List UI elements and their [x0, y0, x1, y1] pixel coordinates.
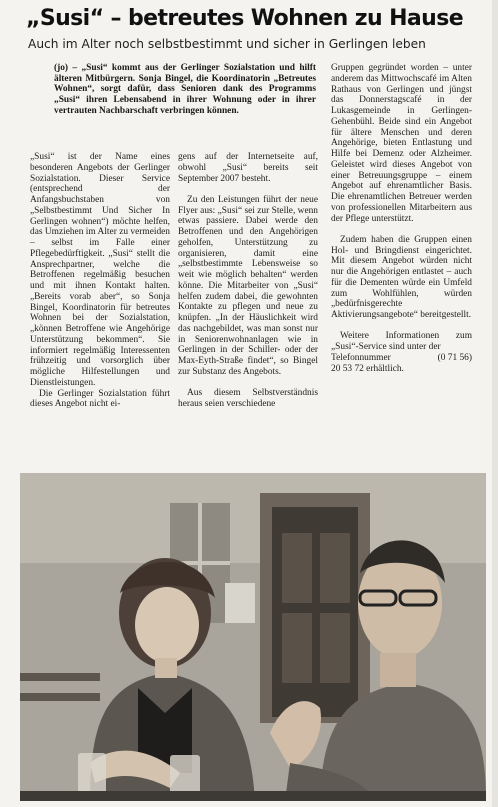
photo-glass — [78, 753, 106, 797]
paragraph: Zudem haben die Gruppen einen Hol- und Bringdienst eingerichtet. Mit diesem Angebot würden nicht nur die Angehörigen entlastet – auch für die Dementen würde ein Umfeld zum Wohlfühlen, würden „bedürfnisgerechte Aktivierungsangebote“ bereitgestellt. — [331, 234, 472, 320]
paragraph: gens auf der Internetseite auf, obwohl „Susi“ bereits seit September 2007 besteht. — [178, 152, 318, 184]
paragraph: Die Gerlinger Sozialstation führt dieses Angebot nicht ei- — [30, 388, 170, 410]
paragraph: Zu den Leistungen führt der neue Flyer aus: „Susi“ sei zur Stelle, wenn etwas passiere. Dabei werde den Betroffenen und den Angehörigen geholfen, Unterstützung zu organisieren, damit eine „selbstbestimmte Lebensweise so weit wie möglich behalten“ werden könne. Die Mitarbeiter von „Susi“ helfen zudem dabei, die gewohnten Kontakte zu pflegen und neue zu knüpfen. „In der Häuslichkeit wird das nachgebildet, was man sonst nur in Seniorenwohnanlagen wie in Gerlingen in der Schiller- oder der Max-Eyth-Straße findet“, so Bingel zur Substanz des Angebots. — [178, 194, 318, 377]
article-subheadline: Auch im Alter noch selbstbestimmt und sicher in Gerlingen leben — [28, 37, 426, 51]
article-column-2 — [178, 152, 318, 410]
article-column-1 — [30, 152, 170, 410]
photo-illustration — [20, 473, 486, 801]
phone-number: (0 71 56) — [437, 352, 472, 363]
phone-line — [331, 353, 472, 364]
phone-label: Telefonnummer — [331, 352, 391, 363]
paragraph: Aus diesem Selbstverständnis heraus seien verschiedene — [178, 388, 318, 409]
photo-glass — [170, 755, 200, 797]
paragraph: „Susi“ ist der Name eines besonderen Angebots der Gerlinger Sozialstation. Dieser Service (entsprechend der Anfangsbuchstaben von „Selbstbestimmt Und Sicher In Gerlingen wohnen“) möchte helfen, das Umziehen im Alter zu vermeiden – selbst im Falle einer Pflegebedürftigkeit. „Susi“ stellt die Ansprechpartner, welche die Betroffenen regelmäßig besuchen und mit ihnen Kontakt halten. „Bereits vorab aber“, so Sonja Bingel, Koordinatorin für betreutes Wohnen bei der Sozialstation, „können Betroffene wie Angehörige Unterstützung bekommen“. Sie informiert regelmäßig Interessenten frühzeitig und vorsorglich über mögliche Hilfestellungen und Dienstleistungen. — [30, 152, 170, 388]
article-lead: (jo) – „Susi“ kommt aus der Gerlinger Sozialstation und hilft älteren Mitbürgern. Sonja Bingel, die Koordinatorin „Betreutes Wohnen“, sorgt dafür, dass Senioren dank des Programms „Susi“ ihren Lebensabend in ihrer Wohnung oder in ihrer vertrauten Nachbarschaft verbringen können. — [54, 63, 316, 116]
article-headline: „Susi“ – betreutes Wohnen zu Hause — [26, 6, 464, 31]
page-edge — [492, 0, 498, 807]
photo-table — [20, 791, 486, 801]
phone-line-end: 20 53 72 erhältlich. — [331, 363, 404, 374]
article-column-3 — [331, 63, 472, 374]
article-photo — [20, 473, 486, 801]
paragraph: Weitere Informationen zum „Susi“-Service sind unter der — [331, 331, 472, 352]
paragraph: Gruppen gegründet worden – unter anderem das Mittwochscafé im Alten Rathaus von Gerlingen und jüngst das Donnerstagscafé in der Lukasgemeinde in Gerlingen-Gehenbühl. Beide sind ein Angebot für ältere Menschen und deren Angehörige, bieten Entlastung und Hilfe bei Demenz oder Alzheimer. Geleistet wird dieses Angebot von einer Betreuungsgruppe – einem Angebot auf ehrenamtlicher Basis. Die ehrenamtlichen Betreuer werden von professionellen Mitarbeitern aus der Pflege unterstützt. — [331, 63, 472, 224]
